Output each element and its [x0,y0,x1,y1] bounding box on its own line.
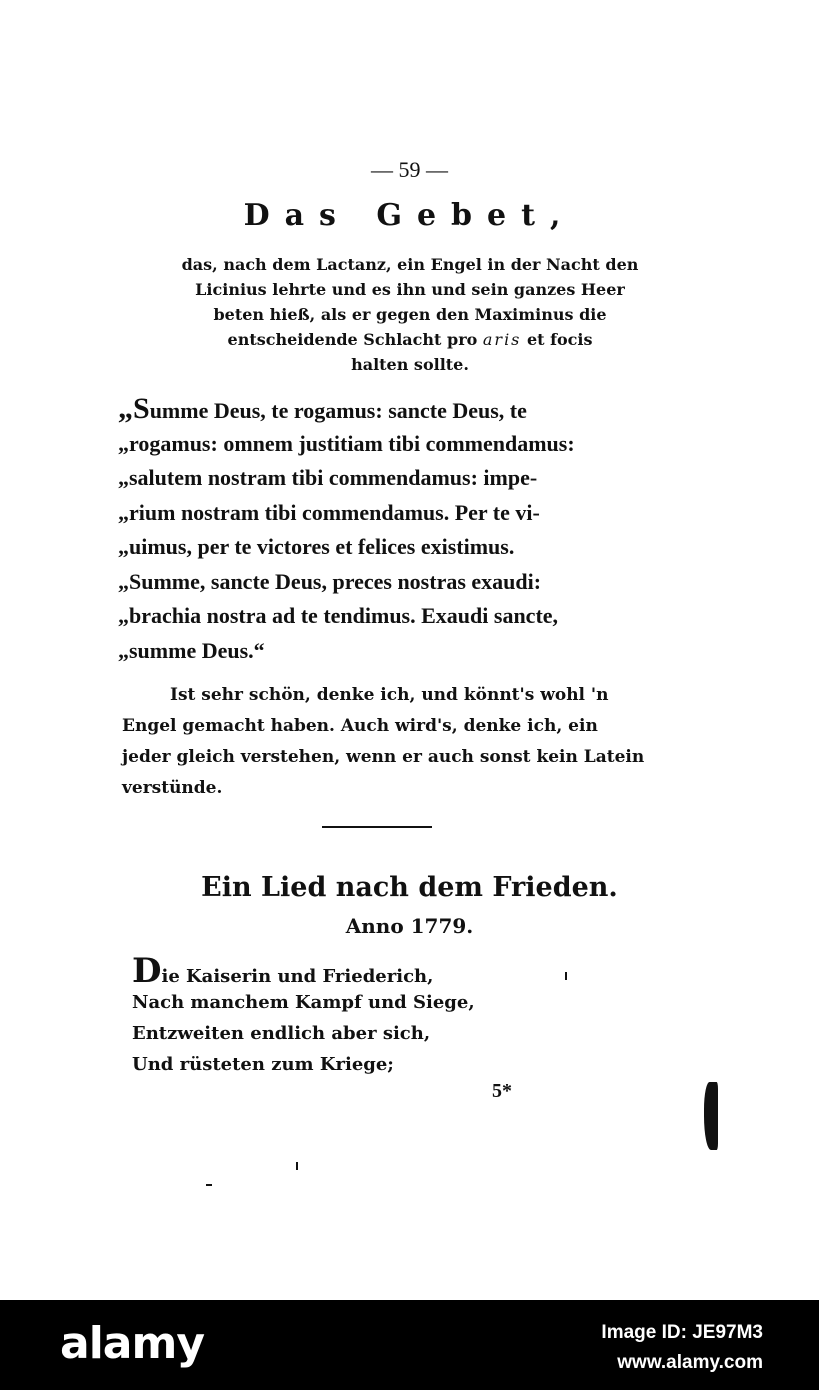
image-id: Image ID: JE97M3 [601,1322,763,1343]
verse-line [132,951,475,991]
verse-line: Entzweiten endlich aber sich, [132,1023,431,1044]
prayer-line: „Summe, sancte Deus, preces nostras exaudi: [118,568,542,594]
page-edge-blot [704,1082,718,1150]
prayer-line: „rogamus: omnem justitiam tibi commendamus: [118,430,575,456]
comment-line: Ist sehr schön, denke ich, und könnt's wohl 'n [170,685,609,705]
prayer-title: Das Gebet, [243,198,576,233]
latin-prayer [118,392,638,668]
prayer-line: „summe Deus.“ [118,637,265,663]
commentary-paragraph [122,680,645,804]
signature-mark: 5* [492,1080,512,1102]
section-divider [322,826,432,828]
verse-line: Nach manchem Kampf und Siege, [132,992,475,1013]
comment-line: jeder gleich verstehen, wenn er auch sonst kein Latein [122,747,645,767]
prayer-line: „brachia nostra ad te tendimus. Exaudi sancte, [118,603,559,628]
song-verse [132,951,475,1080]
song-year: Anno 1779. [345,914,474,938]
prayer-subtitle [140,252,680,377]
prayer-line: „rium nostram tibi commendamus. Per te vi- [118,499,540,525]
subtitle-italic-word: aris [482,330,522,349]
subtitle-line-suffix: et focis [521,330,593,349]
print-speck [296,1162,298,1170]
subtitle-line: das, nach dem Lactanz, ein Engel in der Nacht den [181,255,639,274]
subtitle-line-prefix: entscheidende Schlacht pro [227,330,483,349]
verse-dropcap: D [132,951,162,991]
subtitle-line: Licinius lehrte und es ihn und sein ganzes Heer [195,280,625,299]
prayer-line: „uimus, per te victores et felices existimus. [118,534,515,559]
prayer-line: „salutem nostram tibi commendamus: impe- [118,465,538,490]
comment-line: Engel gemacht haben. Auch wird's, denke ich, ein [122,716,598,736]
comment-line: verstünde. [122,778,223,798]
verse-line: Und rüsteten zum Kriege; [132,1054,394,1075]
prayer-dropcap: „S [118,392,150,425]
watermark-logo: alamy [60,1318,204,1369]
print-speck [565,972,567,980]
prayer-line [118,392,638,427]
prayer-line-rest: umme Deus, te rogamus: sancte Deus, te [149,398,527,423]
subtitle-line [140,327,680,352]
watermark-url: www.alamy.com [617,1352,763,1373]
song-title: Ein Lied nach dem Frieden. [201,872,618,903]
page-number: — 59 — [371,157,448,182]
subtitle-line: beten hieß, als er gegen den Maximinus die [213,305,607,324]
print-speck [206,1184,212,1186]
subtitle-line: halten sollte. [351,355,469,374]
verse-line-rest: ie Kaiserin und Friederich, [161,966,434,987]
